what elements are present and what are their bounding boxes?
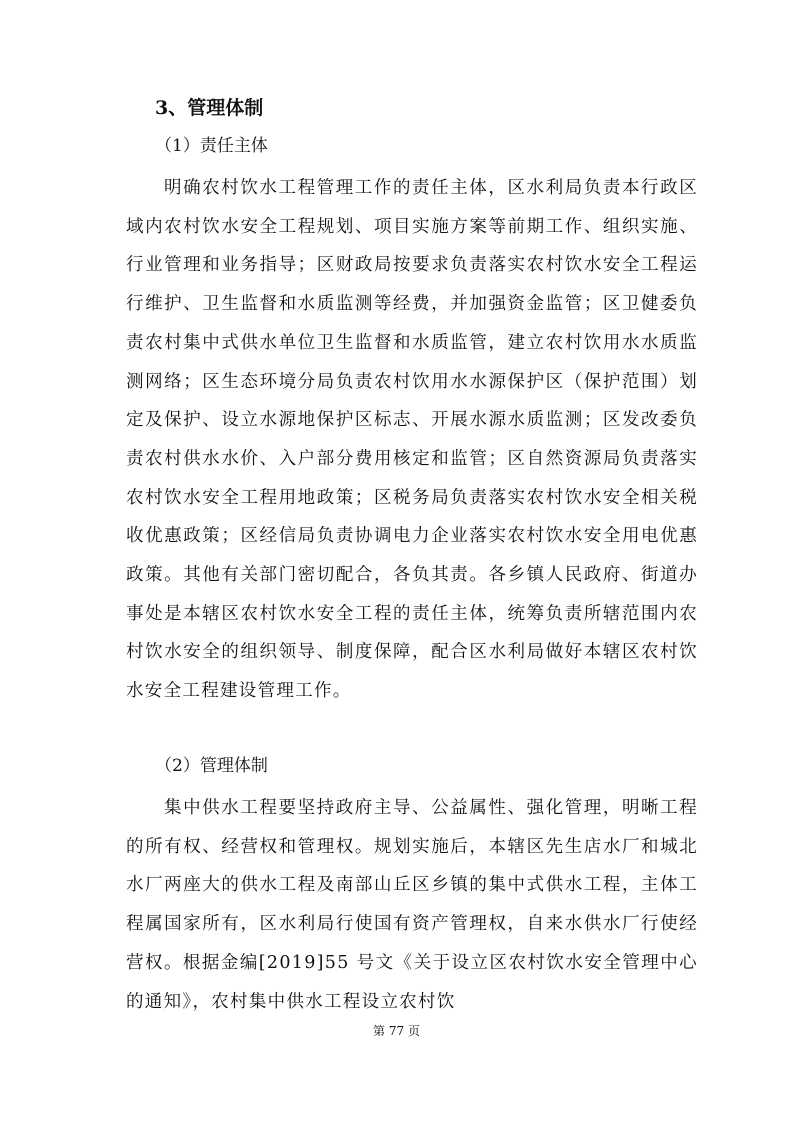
body-paragraph-management: 集中供水工程要坚持政府主导、公益属性、强化管理，明晰工程的所有权、经营权和管理权。规划实施后，本辖区先生店水厂和城北水厂两座大的供水工程及南部山丘区乡镇的集中式供水工程，主体工程属国家所有，区水利局行使国有资产管理权，自来水供水厂行使经营权。根据金编[2019]55 号文《关于设立区农村饮水安全管理中心的通知》，农村集中供水工程设立农村饮 bbox=[126, 798, 698, 1012]
body-paragraph-responsibility: 明确农村饮水工程管理工作的责任主体，区水利局负责本行政区域内农村饮水安全工程规划、项目实施方案等前期工作、组织实施、行业管理和业务指导；区财政局按要求负责落实农村饮水安全工程运行维护、卫生监督和水质监测等经费，并加强资金监管；区卫健委负责农村集中式供水单位卫生监督和水质监管，建立农村饮用水水质监测网络；区生态环境分局负责农村饮用水水源保护区（保护范围）划定及保护、设立水源地保护区标志、开展水源水质监测；区发改委负责农村供水水价、入户部分费用核定和监管；区自然资源局负责落实农村饮水安全工程用地政策；区税务局负责落实农村饮水安全相关税收优惠政策；区经信局负责协调电力企业落实农村饮水安全用电优惠政策。其他有关部门密切配合，各负其责。各乡镇人民政府、街道办事处是本辖区农村饮水安全工程的责任主体，统筹负责所辖范围内农村饮水安全的组织领导、制度保障，配合区水利局做好本辖区农村饮水安全工程建设管理工作。 bbox=[126, 178, 698, 702]
page-number: 第 77 页 bbox=[373, 1024, 420, 1038]
subsection-title-management: （2）管理体制 bbox=[155, 756, 268, 776]
subsection-title-responsibility: （1）责任主体 bbox=[155, 136, 268, 156]
section-heading: 3、管理体制 bbox=[155, 97, 264, 119]
